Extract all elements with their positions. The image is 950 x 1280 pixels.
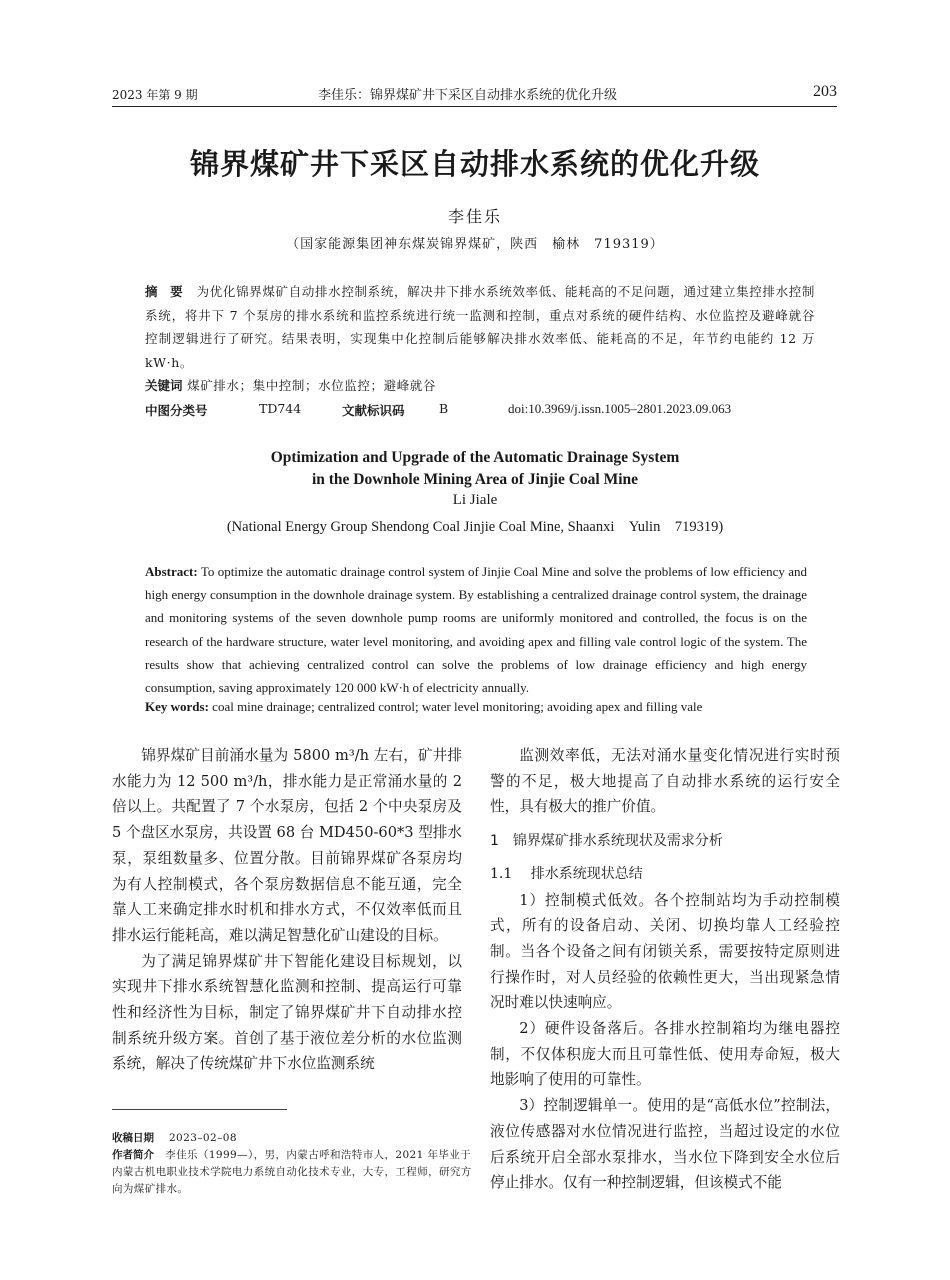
clc-value: TD744 [259,401,302,416]
abstract-en-text: To optimize the automatic drainage control system of Jinjie Coal Mine and solve the problems of low efficiency and high energy consumption in the downhole drainage system. By establishing a centralized drainage control system, the drainage and monitoring systems of the seven downhole pump rooms are uniformly monitored and controlled, the focus is on the research of the hardware structure, water level monitoring, and avoiding apex and filling vale control logic of the system. The results show that achieving centralized control can solve the problems of low drainage efficiency and high energy consumption, saving approximately 120 000 kW·h of electricity annually. [145,564,808,696]
keywords-en-text: coal mine drainage; centralized control; water level monitoring; avoiding apex and filling vale [212,699,703,714]
abstract-en [145,560,807,699]
english-title-line1: Optimization and Upgrade of the Automatic Drainage System [270,449,680,466]
clc-label: 中图分类号 [145,403,208,418]
keywords-cn-text: 煤矿排水；集中控制；水位监控；避峰就谷 [187,378,436,393]
keywords-en [145,699,807,715]
abstract-cn-text: 为优化锦界煤矿自动排水控制系统，解决井下排水系统效率低、能耗高的不足问题，通过建立集控排水控制系统，将井下 7 个泵房的排水系统和监控系统进行统一监测和控制，重点对系统的硬件结构、水位监控及避峰就谷控制逻辑进行了研究。结果表明，实现集中化控制后能够解决排水效率低、能耗高的不足，年节约电能约 12 万 kW·h。 [145,284,815,370]
issue-label: 2023 年第 9 期 [112,88,198,102]
running-title: 李佳乐：锦界煤矿井下采区自动排水系统的优化升级 [318,88,618,103]
body-column-left [112,743,462,1077]
english-affiliation: (National Energy Group Shendong Coal Jinjie Coal Mine, Shaanxi Yulin 719319) [226,519,724,535]
list-item: 1）控制模式低效。各个控制站均为手动控制模式，所有的设备启动、关闭、切换均靠人工经验控制。当各个设备之间有闭锁关系，需要按特定原则进行操作时，对人员经验的依赖性更大，当出现紧急情况时难以快速响应。 [490,891,840,1012]
english-author: Li Jiale [452,492,498,508]
bio-text: 李佳乐（1999—），男，内蒙古呼和浩特市人，2021 年毕业于内蒙古机电职业技术学院电力系统自动化技术专业，大专，工程师，研究方向为煤矿排水。 [112,1149,472,1195]
list-item: 3）控制逻辑单一。使用的是“高低水位”控制法，液位传感器对水位情况进行监控，当超过设定的水位后系统开启全部水泵排水，当水位下降到安全水位后停止排水。仅有一种控制逻辑，但该模式不能 [490,1097,840,1192]
received-label: 收稿日期 [112,1132,154,1144]
abstract-en-label: Abstract: [145,564,198,579]
footnote-divider [112,1109,287,1110]
keywords-en-label: Key words: [145,699,209,714]
abstract-cn [145,280,815,374]
bio-label: 作者简介 [112,1149,154,1161]
doc-code-label: 文献标识码 [342,403,405,418]
page-number: 203 [813,83,837,100]
list-item: 2）硬件设备落后。各排水控制箱均为继电器控制，不仅体积庞大而且可靠性低、使用寿命短，极大地影响了使用的可靠性。 [490,1020,840,1089]
received-date: 2023–02–08 [168,1132,237,1144]
keywords-cn [145,376,815,394]
doi: doi:10.3969/j.issn.1005–2801.2023.09.063 [508,401,732,416]
english-title-line2: in the Downhole Mining Area of Jinjie Coal Mine [311,471,639,488]
abstract-cn-label: 摘 要 [145,284,183,299]
running-header [112,84,837,107]
body-paragraph: 锦界煤矿目前涌水量为 5800 m³/h 左右，矿井排水能力为 12 500 m³/h，排水能力是正常涌水量的 2 倍以上。共配置了 7 个水泵房，包括 2 个中央泵房及 5 个盘区水泵房，共设置 68 台 MD450-60*3 型排水泵，泵组数量多、位置分散。目前锦界煤矿各泵房均为有人控制模式，各个泵房数据信息不能互通，完全靠人工来确定排水时机和排水方式，不仅效率低而且排水运行能耗高，难以满足智慧化矿山建设的目标。 [112,747,462,944]
english-title [0,447,950,491]
subsection-heading-1-1: 1.1 排水系统现状总结 [490,865,643,882]
body-column-right [490,743,840,1196]
keywords-cn-label: 关键词 [145,378,183,393]
paper-title: 锦界煤矿井下采区自动排水系统的优化升级 [189,147,760,181]
doc-code-value: B [439,401,449,416]
body-paragraph: 为了满足锦界煤矿井下智能化建设目标规划，以实现井下排水系统智慧化监测和控制、提高运行可靠性和经济性为目标，制定了锦界煤矿井下自动排水控制系统升级方案。首创了基于液位差分析的水位监测系统，解决了传统煤矿井下水位监测系统 [112,952,462,1073]
author-name: 李佳乐 [447,207,502,226]
section-heading-1: 1 锦界煤矿排水系统现状及需求分析 [490,833,723,850]
body-paragraph: 监测效率低，无法对涌水量变化情况进行实时预警的不足，极大地提高了自动排水系统的运行安全性，具有极大的推广价值。 [490,747,840,816]
author-affiliation: （国家能源集团神东煤炭锦界煤矿，陕西 榆林 719319） [286,237,664,252]
footnote [112,1130,472,1198]
